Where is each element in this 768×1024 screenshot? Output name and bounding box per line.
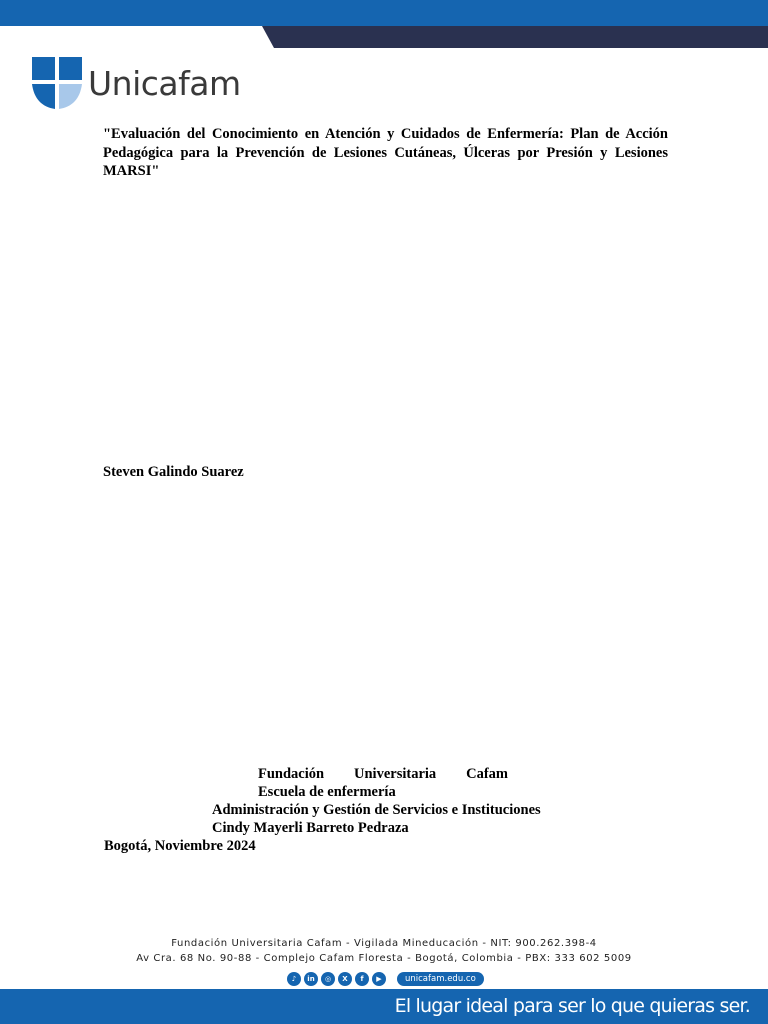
tagline: El lugar ideal para ser lo que quieras ser. — [394, 995, 750, 1017]
footer-line-2: Av Cra. 68 No. 90-88 - Complejo Cafam Floresta - Bogotá, Colombia - PBX: 333 602 5009 — [136, 953, 632, 964]
social-links — [287, 972, 484, 986]
linkedin-icon[interactable]: in — [304, 972, 318, 986]
institution-word: Cafam — [466, 766, 508, 782]
institution-word: Universitaria — [354, 766, 437, 782]
facebook-icon[interactable]: f — [355, 972, 369, 986]
x-icon[interactable]: X — [338, 972, 352, 986]
header-top-bar — [0, 0, 768, 26]
tutor-name: Cindy Mayerli Barreto Pedraza — [212, 820, 409, 836]
unicafam-logo — [32, 57, 241, 109]
school-name: Escuela de enfermería — [258, 784, 396, 800]
footer-bar — [0, 989, 768, 1024]
header-band — [0, 26, 768, 48]
shield-logo-icon — [32, 57, 82, 109]
place-date: Bogotá, Noviembre 2024 — [104, 838, 256, 854]
author-name: Steven Galindo Suarez — [103, 464, 244, 480]
website-link[interactable]: unicafam.edu.co — [397, 972, 484, 986]
youtube-icon[interactable]: ▶ — [372, 972, 386, 986]
brand-name: Unicafam — [88, 63, 241, 103]
program-name: Administración y Gestión de Servicios e Instituciones — [212, 802, 541, 818]
footer-line-1: Fundación Universitaria Cafam - Vigilada Mineducación - NIT: 900.262.398-4 — [171, 938, 597, 949]
document-title: "Evaluación del Conocimiento en Atención y Cuidados de Enfermería: Plan de Acción Pedagógica para la Prevención de Lesiones Cutáneas, Úlceras por Presión y Lesiones MARSI" — [103, 126, 668, 179]
instagram-icon[interactable]: ◎ — [321, 972, 335, 986]
institution-word: Fundación — [258, 766, 325, 782]
institution-name — [258, 765, 508, 783]
tiktok-icon[interactable]: ♪ — [287, 972, 301, 986]
